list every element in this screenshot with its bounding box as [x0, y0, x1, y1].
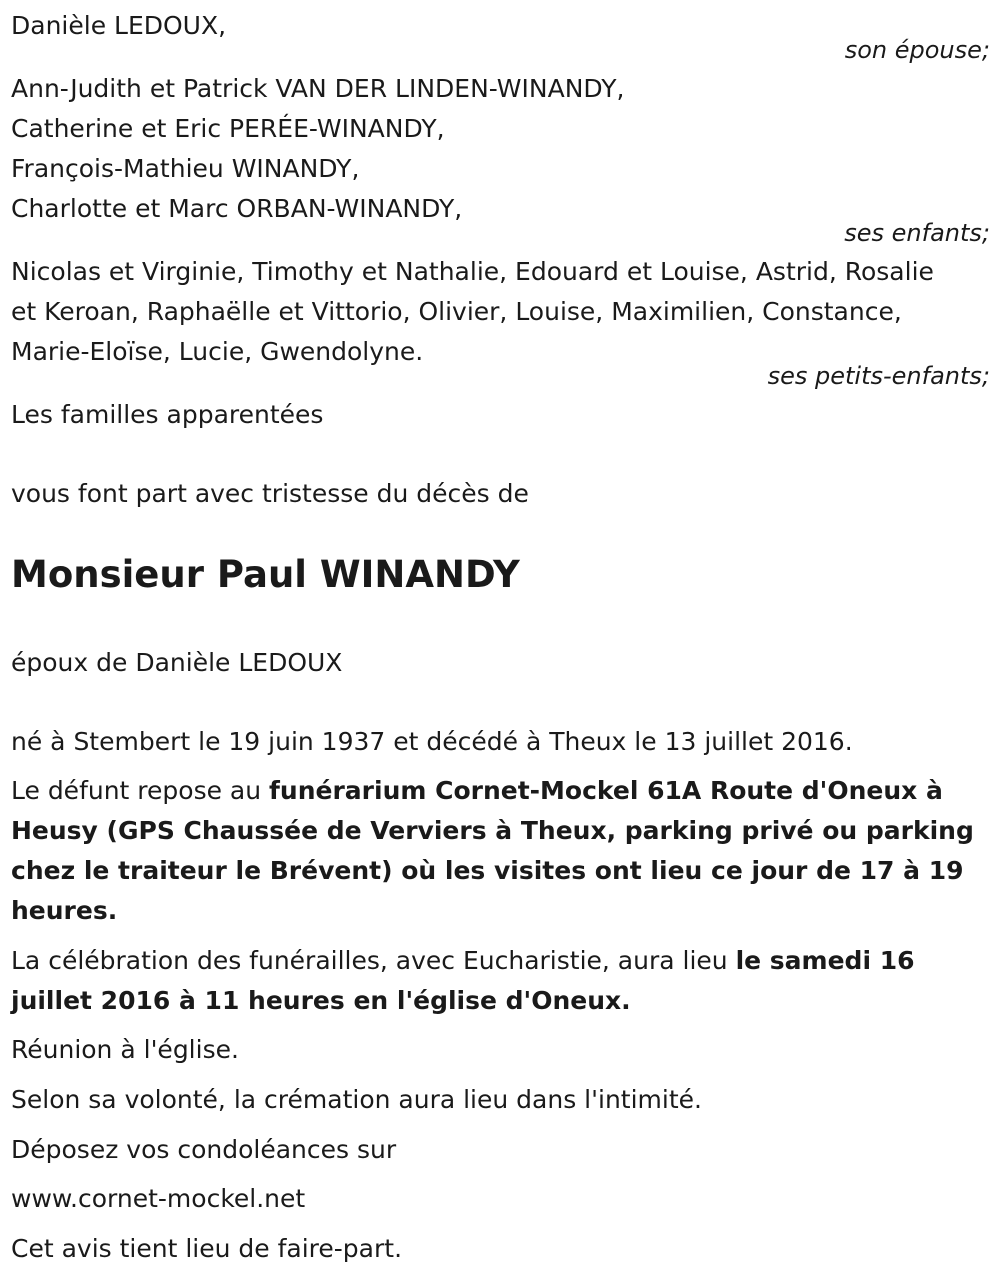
celebration-prefix: La célébration des funérailles, avec Eucharistie, aura lieu	[11, 946, 736, 975]
child-line: Ann-Judith et Patrick VAN DER LINDEN-WINANDY,	[11, 74, 625, 103]
website-link[interactable]: www.cornet-mockel.net	[11, 1184, 306, 1213]
grandchildren-line: Marie-Eloïse, Lucie, Gwendolyne.	[11, 337, 424, 366]
notice-line: Cet avis tient lieu de faire-part.	[11, 1234, 403, 1263]
condolences-line: Déposez vos condoléances sur	[11, 1135, 397, 1164]
grandchildren-line: Nicolas et Virginie, Timothy et Nathalie, Edouard et Louise, Astrid, Rosalie	[11, 257, 934, 286]
spouse-role: son épouse;	[844, 36, 990, 64]
repose-bold: Heusy (GPS Chaussée de Verviers à Theux, parking privé ou parking	[11, 816, 974, 845]
repose-bold: heures.	[11, 896, 118, 925]
celebration-paragraph	[11, 941, 990, 1021]
cremation-line: Selon sa volonté, la crémation aura lieu dans l'intimité.	[11, 1085, 702, 1114]
relatives-line: Les familles apparentées	[11, 400, 324, 429]
repose-bold: chez le traiteur le Brévent) où les visites ont lieu ce jour de 17 à 19	[11, 856, 964, 885]
spouse-name: Danièle LEDOUX,	[11, 11, 227, 40]
celebration-bold: juillet 2016 à 11 heures en l'église d'Oneux.	[11, 986, 631, 1015]
grandchildren-role: ses petits-enfants;	[767, 362, 990, 390]
repose-bold: funérarium Cornet-Mockel 61A Route d'Oneux à	[269, 776, 943, 805]
child-line: Charlotte et Marc ORBAN-WINANDY,	[11, 194, 463, 223]
reunion-line: Réunion à l'église.	[11, 1035, 239, 1064]
announcement-line: vous font part avec tristesse du décès de	[11, 479, 529, 508]
spouse-of-line: époux de Danièle LEDOUX	[11, 648, 343, 677]
child-line: Catherine et Eric PERÉE-WINANDY,	[11, 114, 445, 143]
children-role: ses enfants;	[844, 219, 990, 247]
birth-death-line: né à Stembert le 19 juin 1937 et décédé à Theux le 13 juillet 2016.	[11, 727, 853, 756]
child-line: François-Mathieu WINANDY,	[11, 154, 360, 183]
deceased-name: Monsieur Paul WINANDY	[11, 553, 520, 596]
repose-prefix: Le défunt repose au	[11, 776, 270, 805]
grandchildren-line: et Keroan, Raphaëlle et Vittorio, Olivier, Louise, Maximilien, Constance,	[11, 297, 902, 326]
celebration-bold: le samedi 16	[735, 946, 915, 975]
repose-paragraph	[11, 771, 990, 931]
